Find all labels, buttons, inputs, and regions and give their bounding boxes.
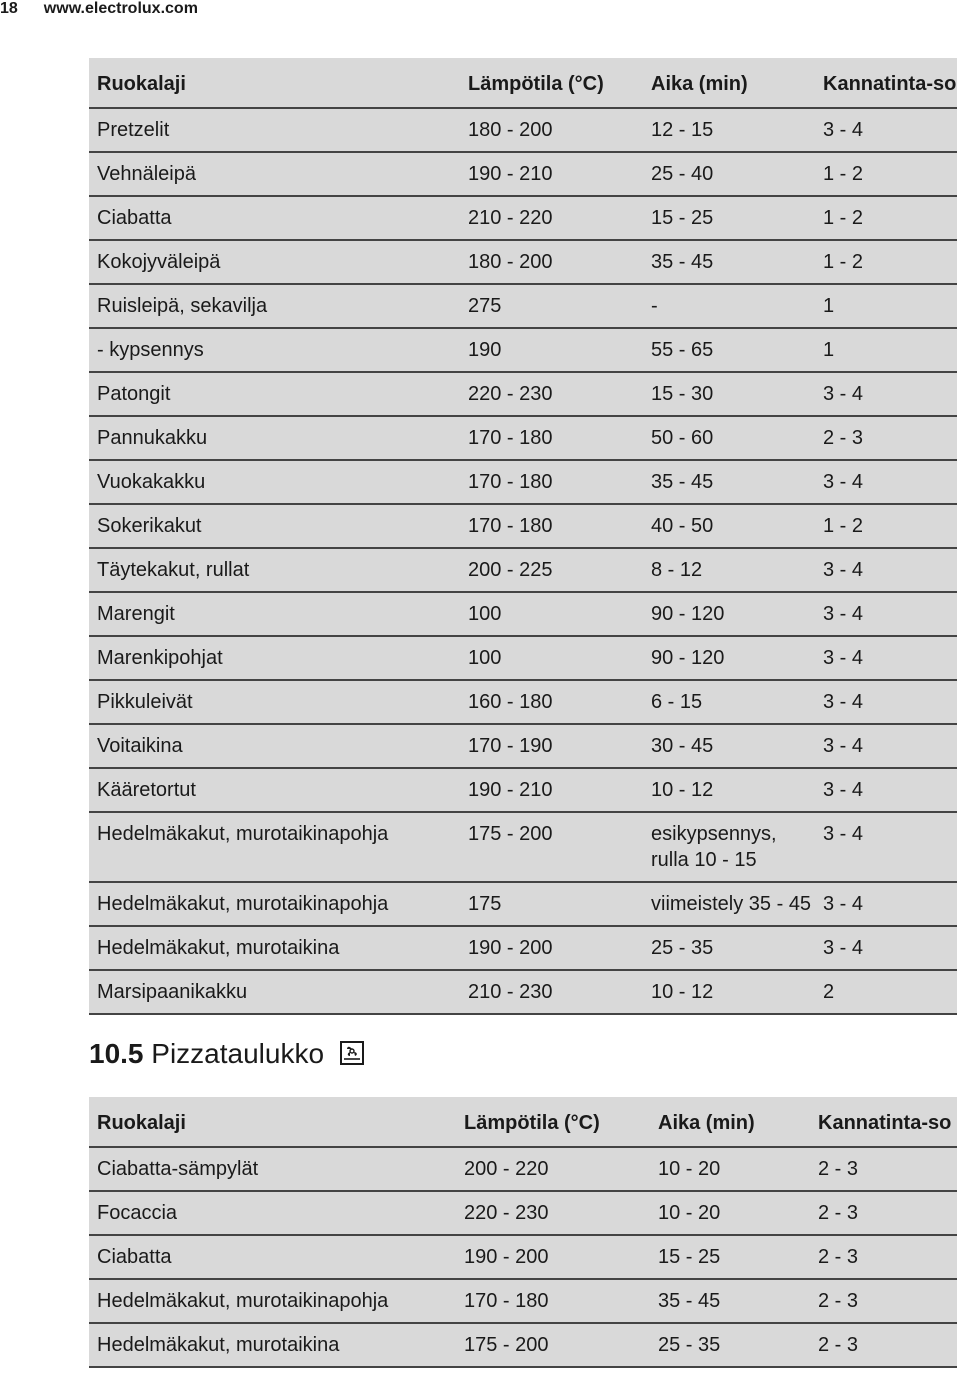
- section-title: Pizzataulukko: [151, 1038, 325, 1069]
- column-header-time: Aika (min): [643, 58, 815, 108]
- cell-temperature: 100: [460, 592, 643, 636]
- cell-shelf: 2 - 3: [810, 1279, 957, 1323]
- cell-shelf: 3 - 4: [815, 548, 957, 592]
- cell-time: 12 - 15: [643, 108, 815, 152]
- cell-food: Marsipaanikakku: [89, 970, 460, 1014]
- cell-food: Vuokakakku: [89, 460, 460, 504]
- cell-time: 15 - 30: [643, 372, 815, 416]
- table-row: [89, 636, 957, 680]
- cell-time: 50 - 60: [643, 416, 815, 460]
- cell-time: 15 - 25: [650, 1235, 810, 1279]
- cell-time: 25 - 40: [643, 152, 815, 196]
- cell-temperature: 220 - 230: [456, 1191, 650, 1235]
- cell-time: 35 - 45: [650, 1279, 810, 1323]
- table-row: [89, 108, 957, 152]
- cell-time: 25 - 35: [643, 926, 815, 970]
- column-header-shelf: Kannatinta-so: [810, 1097, 957, 1147]
- cell-food: Hedelmäkakut, murotaikinapohja: [89, 812, 460, 882]
- cell-food: Hedelmäkakut, murotaikinapohja: [89, 882, 460, 926]
- cell-food: Täytekakut, rullat: [89, 548, 460, 592]
- cell-time: 90 - 120: [643, 592, 815, 636]
- cell-time: esikypsennys, rulla 10 - 15: [643, 812, 815, 882]
- cell-food: Ciabatta-sämpylät: [89, 1147, 456, 1191]
- cell-shelf: 2 - 3: [815, 416, 957, 460]
- column-header-time: Aika (min): [650, 1097, 810, 1147]
- cell-shelf: 3 - 4: [815, 108, 957, 152]
- cell-time: 10 - 12: [643, 970, 815, 1014]
- table-row: [89, 882, 957, 926]
- cell-temperature: 180 - 200: [460, 240, 643, 284]
- cell-time: 25 - 35: [650, 1323, 810, 1367]
- cell-shelf: 3 - 4: [815, 768, 957, 812]
- page-number: 18: [0, 0, 18, 17]
- column-header-food: Ruokalaji: [89, 58, 460, 108]
- table-row: [89, 460, 957, 504]
- cell-shelf: 3 - 4: [815, 372, 957, 416]
- cell-temperature: 190 - 200: [456, 1235, 650, 1279]
- cell-shelf: 2 - 3: [810, 1323, 957, 1367]
- cell-temperature: 190 - 210: [460, 768, 643, 812]
- column-header-shelf: Kannatinta-so: [815, 58, 957, 108]
- cell-temperature: 180 - 200: [460, 108, 643, 152]
- table-row: [89, 724, 957, 768]
- cell-shelf: 3 - 4: [815, 724, 957, 768]
- cell-time: 10 - 12: [643, 768, 815, 812]
- website-url: www.electrolux.com: [43, 0, 198, 17]
- cell-time: -: [643, 284, 815, 328]
- cell-food: Voitaikina: [89, 724, 460, 768]
- cell-temperature: 170 - 180: [460, 460, 643, 504]
- cell-temperature: 200 - 220: [456, 1147, 650, 1191]
- table-header-row: [89, 1097, 957, 1147]
- cell-temperature: 170 - 180: [456, 1279, 650, 1323]
- table-row: [89, 152, 957, 196]
- cell-temperature: 200 - 225: [460, 548, 643, 592]
- cell-time: 35 - 45: [643, 240, 815, 284]
- cell-food: Marenkipohjat: [89, 636, 460, 680]
- table-row: [89, 1323, 957, 1367]
- cell-temperature: 175 - 200: [460, 812, 643, 882]
- page-header: [0, 0, 198, 20]
- cell-temperature: 175: [460, 882, 643, 926]
- cell-shelf: 3 - 4: [815, 592, 957, 636]
- table-row: [89, 768, 957, 812]
- cell-temperature: 160 - 180: [460, 680, 643, 724]
- cell-shelf: 3 - 4: [815, 882, 957, 926]
- cell-food: Hedelmäkakut, murotaikina: [89, 926, 460, 970]
- cell-food: Pretzelit: [89, 108, 460, 152]
- cell-shelf: 2 - 3: [810, 1147, 957, 1191]
- cell-shelf: 1 - 2: [815, 504, 957, 548]
- table-row: [89, 926, 957, 970]
- cell-shelf: 3 - 4: [815, 460, 957, 504]
- cell-time: 40 - 50: [643, 504, 815, 548]
- cell-shelf: 1: [815, 328, 957, 372]
- cell-shelf: 1 - 2: [815, 240, 957, 284]
- cell-food: Ruisleipä, sekavilja: [89, 284, 460, 328]
- table-row: [89, 1235, 957, 1279]
- cell-shelf: 3 - 4: [815, 812, 957, 882]
- pizza-table-body: [89, 1147, 957, 1367]
- cell-time: 35 - 45: [643, 460, 815, 504]
- cell-food: Ciabatta: [89, 1235, 456, 1279]
- cell-temperature: 170 - 180: [460, 416, 643, 460]
- cell-time: 90 - 120: [643, 636, 815, 680]
- cell-temperature: 170 - 180: [460, 504, 643, 548]
- cell-time: 30 - 45: [643, 724, 815, 768]
- cell-shelf: 1 - 2: [815, 196, 957, 240]
- table-row: [89, 416, 957, 460]
- baking-table: [89, 58, 957, 1015]
- cell-temperature: 190: [460, 328, 643, 372]
- cell-shelf: 2 - 3: [810, 1191, 957, 1235]
- cell-shelf: 3 - 4: [815, 636, 957, 680]
- cell-temperature: 220 - 230: [460, 372, 643, 416]
- table-row: [89, 1147, 957, 1191]
- column-header-temperature: Lämpötila (°C): [456, 1097, 650, 1147]
- cell-food: Pannukakku: [89, 416, 460, 460]
- cell-shelf: 2 - 3: [810, 1235, 957, 1279]
- cell-food: Sokerikakut: [89, 504, 460, 548]
- section-heading: [89, 1036, 364, 1072]
- cell-food: Patongit: [89, 372, 460, 416]
- cell-shelf: 2: [815, 970, 957, 1014]
- cell-time: 6 - 15: [643, 680, 815, 724]
- table-row: [89, 504, 957, 548]
- cell-shelf: 1: [815, 284, 957, 328]
- column-header-food: Ruokalaji: [89, 1097, 456, 1147]
- cell-temperature: 175 - 200: [456, 1323, 650, 1367]
- cell-temperature: 100: [460, 636, 643, 680]
- table-row: [89, 240, 957, 284]
- section-number: 10.5: [89, 1038, 144, 1069]
- table-row: [89, 328, 957, 372]
- cell-food: Hedelmäkakut, murotaikina: [89, 1323, 456, 1367]
- cell-time: 15 - 25: [643, 196, 815, 240]
- cell-food: Kokojyväleipä: [89, 240, 460, 284]
- pizza-function-icon: [340, 1041, 364, 1065]
- cell-temperature: 275: [460, 284, 643, 328]
- table-row: [89, 1191, 957, 1235]
- table-row: [89, 548, 957, 592]
- column-header-temperature: Lämpötila (°C): [460, 58, 643, 108]
- table-row: [89, 196, 957, 240]
- cell-food: - kypsennys: [89, 328, 460, 372]
- table-row: [89, 970, 957, 1014]
- cell-shelf: 1 - 2: [815, 152, 957, 196]
- cell-food: Vehnäleipä: [89, 152, 460, 196]
- cell-food: Ciabatta: [89, 196, 460, 240]
- table-row: [89, 372, 957, 416]
- cell-food: Pikkuleivät: [89, 680, 460, 724]
- cell-temperature: 210 - 230: [460, 970, 643, 1014]
- cell-time: 10 - 20: [650, 1147, 810, 1191]
- table-row: [89, 284, 957, 328]
- cell-shelf: 3 - 4: [815, 680, 957, 724]
- cell-food: Marengit: [89, 592, 460, 636]
- baking-table-body: [89, 108, 957, 1014]
- cell-food: Focaccia: [89, 1191, 456, 1235]
- cell-shelf: 3 - 4: [815, 926, 957, 970]
- cell-time: 55 - 65: [643, 328, 815, 372]
- pizza-table: [89, 1097, 957, 1368]
- cell-time: 8 - 12: [643, 548, 815, 592]
- cell-food: Hedelmäkakut, murotaikinapohja: [89, 1279, 456, 1323]
- cell-food: Kääretortut: [89, 768, 460, 812]
- table-header-row: [89, 58, 957, 108]
- table-row: [89, 680, 957, 724]
- cell-time: viimeistely 35 - 45: [643, 882, 815, 926]
- table-row: [89, 1279, 957, 1323]
- table-row: [89, 592, 957, 636]
- table-row: [89, 812, 957, 882]
- cell-temperature: 210 - 220: [460, 196, 643, 240]
- cell-temperature: 190 - 200: [460, 926, 643, 970]
- cell-temperature: 170 - 190: [460, 724, 643, 768]
- cell-temperature: 190 - 210: [460, 152, 643, 196]
- cell-time: 10 - 20: [650, 1191, 810, 1235]
